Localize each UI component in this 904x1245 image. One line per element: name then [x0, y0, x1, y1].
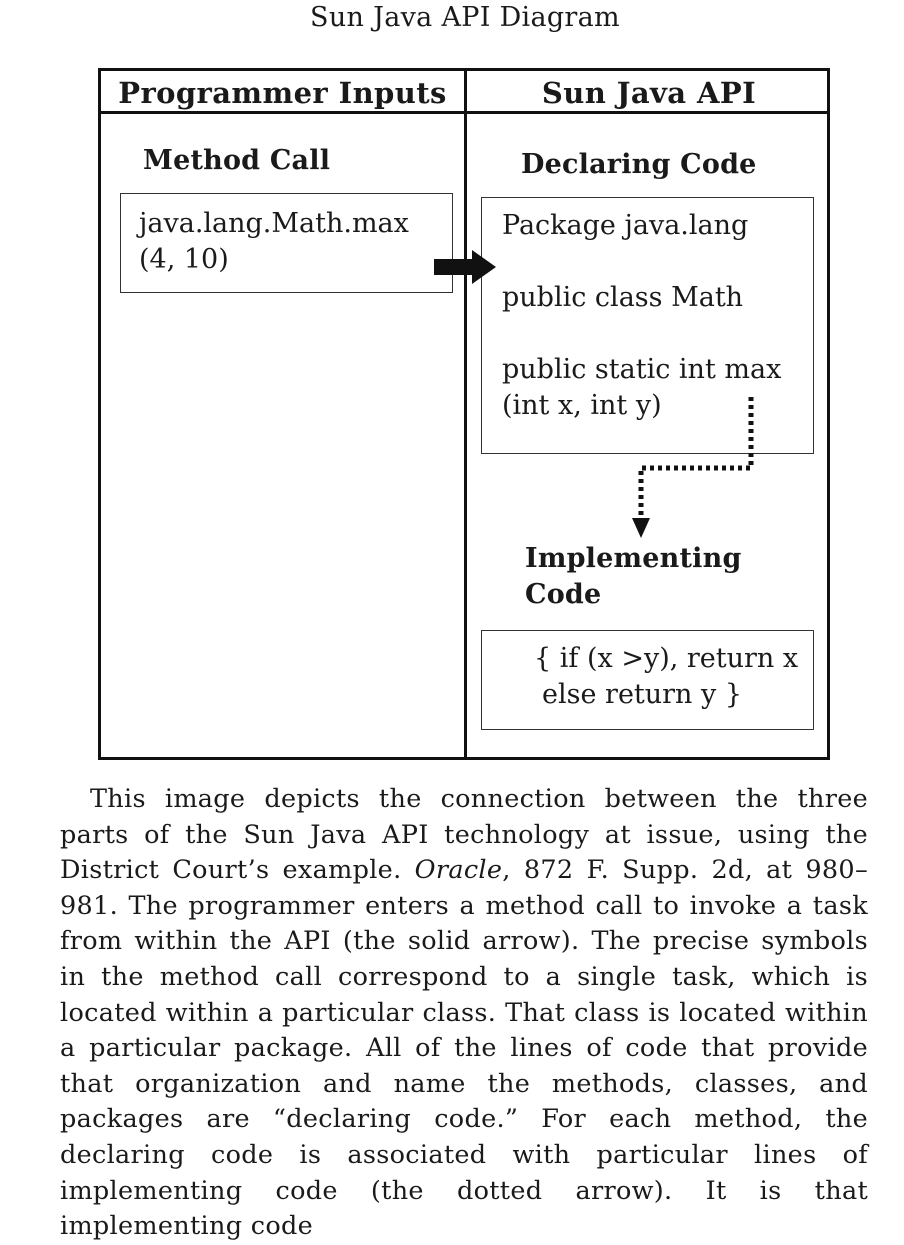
- caption-paragraph: [60, 782, 868, 1245]
- declaring-code-line: (int x, int y): [502, 390, 662, 421]
- method-call-line: java.lang.Math.max: [139, 208, 409, 239]
- case-citation: Oracle: [414, 855, 503, 886]
- implementing-code-line: else return y }: [542, 679, 743, 710]
- declaring-code-line: public class Math: [502, 282, 744, 313]
- method-call-label: Method Call: [143, 145, 331, 176]
- dotted-arrow-icon: [626, 395, 766, 545]
- declaring-code-line: Package java.lang: [502, 210, 749, 241]
- programmer-inputs-header: Programmer Inputs: [118, 76, 447, 110]
- caption-text: This image depicts the connection between the three parts of the Sun Java API technology at issue, using the District Court’s example.: [60, 784, 868, 886]
- declaring-code-line: public static int max: [502, 354, 782, 385]
- implementing-code-box: [481, 630, 814, 730]
- api-diagram: [98, 68, 830, 760]
- method-call-box: [120, 193, 453, 293]
- implementing-code-label: [525, 541, 742, 613]
- caption-text: , 872 F. Supp. 2d, at 980–981. The programmer enters a method call to invoke a task from within the API (the solid arrow). The precise symbols in the method call correspond to a single task, which is located within a particular class. That class is located within a particular package. All of the lines of code that provide that organization and name the methods, classes, and packages are “declaring code.” For each method, the declaring code is associated with particular lines of implementing code (the dotted arrow). It is that implementing code: [60, 855, 868, 1242]
- column-divider: [464, 71, 467, 760]
- solid-arrow-icon: [434, 248, 500, 288]
- sun-java-api-header: Sun Java API: [541, 76, 757, 110]
- declaring-code-label: Declaring Code: [521, 149, 757, 180]
- implementing-code-label-line: Code: [525, 579, 602, 610]
- implementing-code-label-line: Implementing: [525, 543, 742, 574]
- implementing-code-line: { if (x >y), return x: [534, 643, 799, 674]
- method-call-line: (4, 10): [139, 244, 229, 275]
- diagram-title: Sun Java API Diagram: [310, 2, 620, 33]
